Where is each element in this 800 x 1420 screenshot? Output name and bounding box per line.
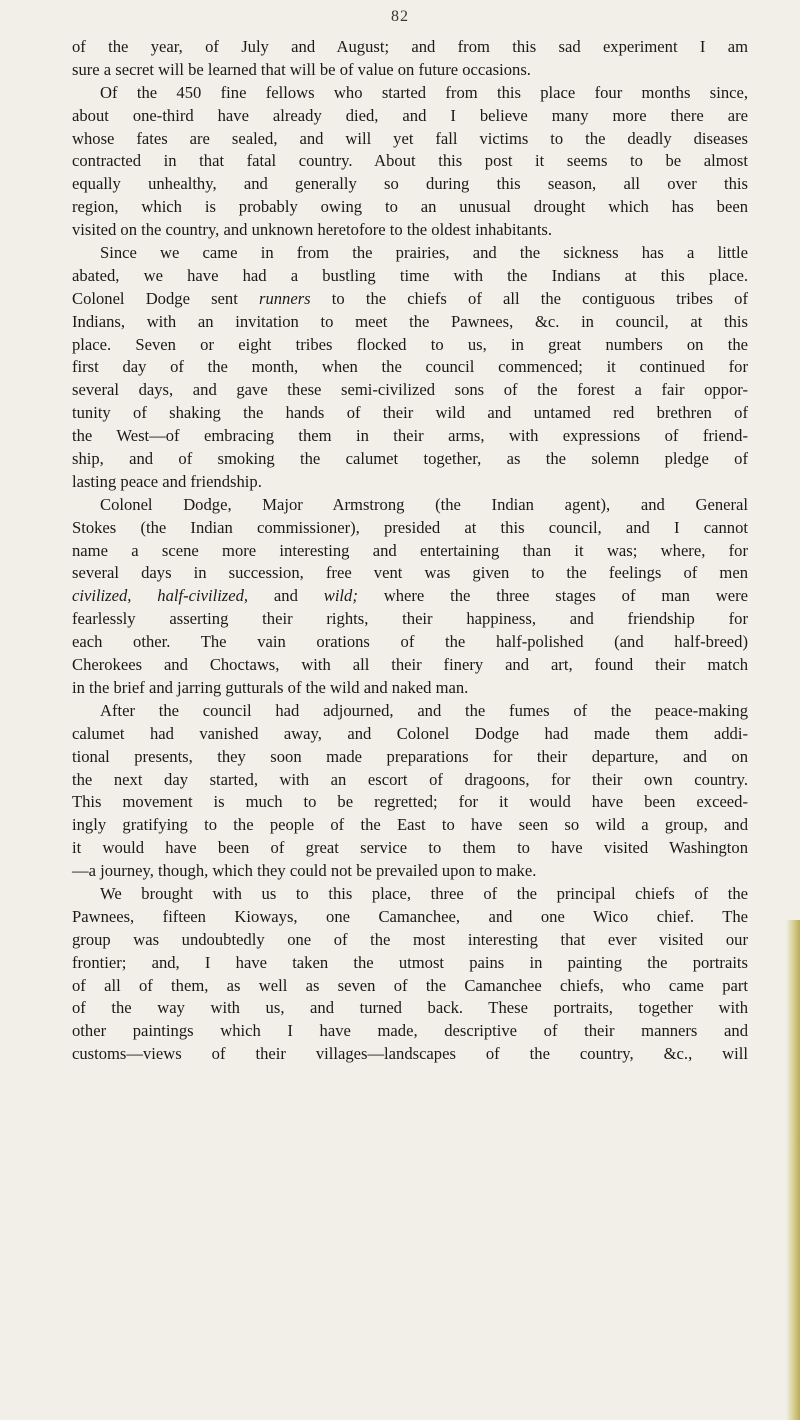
text-line: of the year, of July and August; and from this sad experiment I am: [72, 37, 748, 56]
text-line: it would have been of great service to them to have visited Washington: [72, 838, 748, 858]
text-line: name a scene more interesting and entertaining than it was; where, for: [72, 540, 748, 560]
text-line: Cherokees and Choctaws, with all their finery and art, found their match: [72, 655, 748, 675]
text-line: tunity of shaking the hands of their wild and untamed red brethren of: [72, 403, 748, 423]
text-line: ingly gratifying to the people of the East to have seen so wild a group, and: [72, 815, 748, 835]
text-line: Indians, with an invitation to meet the Pawnees, &c. in council, at this: [72, 311, 748, 331]
text-line: several days, and gave these semi-civilized sons of the forest a fair oppor-: [72, 380, 748, 400]
text-line: Since we came in from the prairies, and the sickness has a little: [100, 243, 748, 263]
text-line: group was undoubtedly one of the most interesting that ever visited our: [72, 929, 748, 949]
text-line: Pawnees, fifteen Kioways, one Camanchee, and one Wico chief. The: [72, 906, 748, 926]
text-line: We brought with us to this place, three of the principal chiefs of the: [100, 883, 748, 903]
text-line: frontier; and, I have taken the utmost pains in painting the portraits: [72, 952, 748, 972]
text-line: of all of them, as well as seven of the Camanchee chiefs, who came part: [72, 975, 748, 995]
text-line: other paintings which I have made, descriptive of their manners and: [72, 1021, 748, 1041]
text-line: tional presents, they soon made preparations for their departure, and on: [72, 746, 748, 766]
text-line: equally unhealthy, and generally so during this season, all over this: [72, 174, 748, 194]
text-line: ship, and of smoking the calumet together, as the solemn pledge of: [72, 449, 748, 469]
text-line: region, which is probably owing to an unusual drought which has been: [72, 197, 748, 217]
italic-text: wild;: [323, 586, 358, 606]
text-line: fearlessly asserting their rights, their happiness, and friendship for: [72, 609, 748, 629]
text-line: customs—views of their villages—landscapes of the country, &c., will: [72, 1044, 748, 1064]
text-line: place. Seven or eight tribes flocked to us, in great numbers on the: [72, 334, 748, 354]
text-line: Stokes (the Indian commissioner), presided at this council, and I cannot: [72, 517, 748, 537]
text-line: abated, we have had a bustling time with the Indians at this place.: [72, 265, 748, 285]
italic-text: civilized, half-civilized,: [72, 586, 249, 606]
text-line: This movement is much to be regretted; for it would have been exceed-: [72, 792, 748, 812]
text-line: contracted in that fatal country. About this post it seems to be almost: [72, 151, 748, 171]
page-edge-shading: [786, 920, 800, 1420]
text-line: —a journey, though, which they could not be prevailed upon to make.: [72, 861, 537, 881]
text-line: of the way with us, and turned back. These portraits, together with: [72, 998, 748, 1018]
text-line: Colonel Dodge, Major Armstrong (the Indian agent), and General: [100, 494, 748, 514]
text-line: After the council had adjourned, and the fumes of the peace-making: [100, 700, 748, 720]
body-text: [72, 36, 748, 1066]
page-number: 82: [391, 8, 409, 25]
text-line: Of the 450 fine fellows who started from this place four months since,: [100, 82, 748, 102]
text-line: in the brief and jarring gutturals of the wild and naked man.: [72, 677, 469, 697]
text-line: whose fates are sealed, and will yet fall victims to the deadly diseases: [72, 128, 748, 148]
text-line: lasting peace and friendship.: [72, 471, 262, 491]
text-line: each other. The vain orations of the half-polished (and half-breed): [72, 632, 748, 652]
text-line: first day of the month, when the council commenced; it continued for: [72, 357, 748, 377]
text-line: calumet had vanished away, and Colonel Dodge had made them addi-: [72, 723, 748, 743]
text-line: several days in succession, free vent was given to the feelings of men: [72, 563, 748, 583]
italic-text: runners: [258, 288, 311, 308]
text-line: visited on the country, and unknown heretofore to the oldest inhabitants.: [72, 220, 553, 240]
text-line: about one-third have already died, and I believe many more there are: [72, 105, 748, 125]
text-line: the West—of embracing them in their arms, with expressions of friend-: [72, 426, 748, 446]
text-line: civilized, half-civilized, and wild; where the three stages of man were: [72, 586, 748, 606]
text-line: the next day started, with an escort of dragoons, for their own country.: [72, 769, 748, 789]
text-line: Colonel Dodge sent runners to the chiefs of all the contiguous tribes of: [72, 288, 748, 308]
text-line: sure a secret will be learned that will be of value on future occasions.: [72, 59, 531, 79]
